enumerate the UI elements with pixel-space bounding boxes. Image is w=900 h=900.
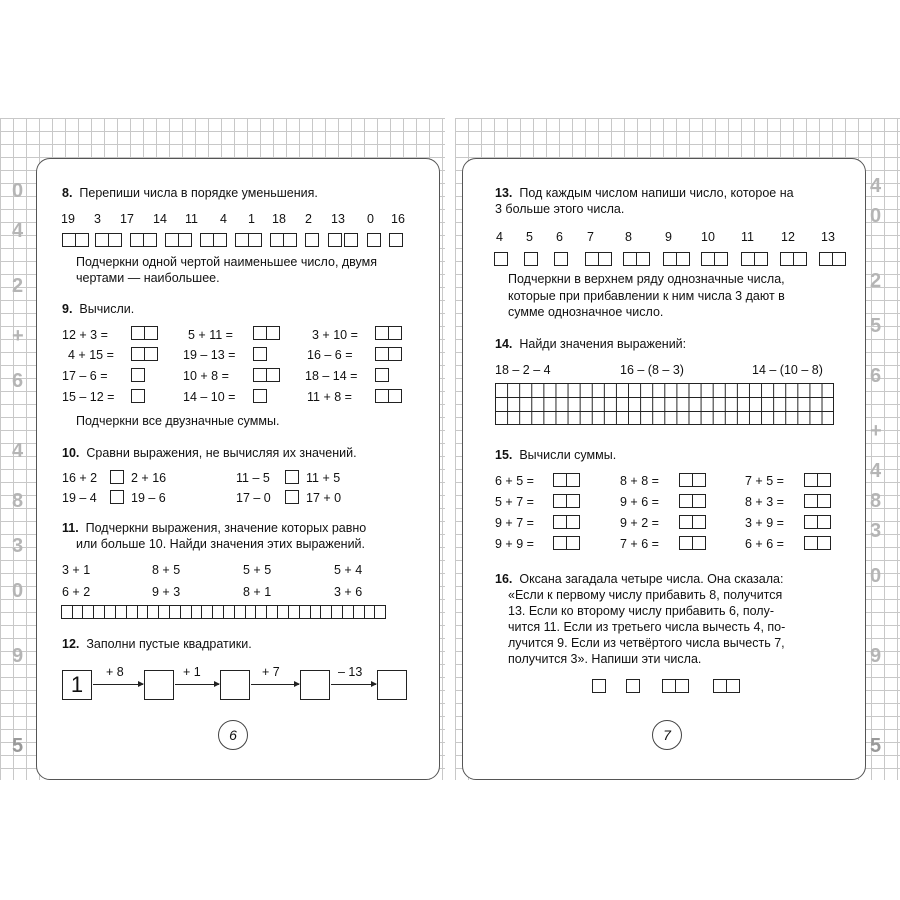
expression: 9 + 3 bbox=[152, 585, 181, 599]
answer-box[interactable] bbox=[805, 494, 831, 508]
task13-note: которые при прибавлении к ним числа 3 дают в bbox=[508, 289, 785, 303]
margin-digit: 4 bbox=[12, 220, 24, 242]
answer-box[interactable] bbox=[376, 368, 389, 382]
task13-note: Подчеркни в верхнем ряду однозначные числа, bbox=[508, 272, 785, 286]
answer-box[interactable] bbox=[805, 473, 831, 487]
margin-digit: + bbox=[870, 420, 882, 442]
task9-note: Подчеркни все двузначные суммы. bbox=[76, 414, 280, 428]
task-text: Оксана загадала четыре числа. Она сказала: bbox=[519, 572, 784, 586]
task8-note: Подчеркни одной чертой наименьшее число, двумя bbox=[76, 255, 378, 269]
answer-box[interactable] bbox=[805, 536, 831, 550]
chain-answer-box[interactable] bbox=[144, 670, 174, 700]
answer-box[interactable] bbox=[554, 536, 580, 550]
margin-digit: 5 bbox=[870, 315, 882, 337]
expression: 11 – 5 bbox=[236, 471, 270, 485]
answer-box[interactable] bbox=[345, 233, 358, 247]
expression: 9 + 9 = bbox=[495, 537, 534, 551]
expression: 8 + 1 bbox=[243, 585, 272, 599]
expression: 4 + 15 = bbox=[68, 348, 114, 362]
task-title: Найди значения выражений: bbox=[519, 337, 687, 351]
task14-answer-grid[interactable] bbox=[495, 383, 834, 425]
answer-box[interactable] bbox=[586, 252, 612, 266]
task14-heading bbox=[495, 337, 686, 352]
margin-digit: 5 bbox=[870, 735, 882, 757]
chain-start-box: 1 bbox=[62, 670, 92, 700]
compare-box[interactable] bbox=[110, 470, 124, 484]
chain-arrow bbox=[93, 684, 143, 685]
answer-box[interactable] bbox=[495, 252, 508, 266]
expression: 5 + 11 = bbox=[188, 328, 233, 342]
margin-digit: 4 bbox=[12, 440, 24, 462]
answer-box[interactable] bbox=[742, 252, 768, 266]
task-number: 15. bbox=[495, 448, 513, 462]
task-number: 8. bbox=[62, 186, 73, 200]
margin-digit: 2 bbox=[12, 275, 24, 297]
answer-box[interactable] bbox=[201, 233, 227, 247]
margin-digit: 0 bbox=[12, 580, 24, 602]
answer-box[interactable] bbox=[627, 679, 640, 693]
margin-digit: + bbox=[12, 325, 24, 347]
expression: 5 + 4 bbox=[334, 563, 363, 577]
chain-arrow bbox=[331, 684, 376, 685]
margin-digit: 4 bbox=[870, 460, 882, 482]
margin-digit: 6 bbox=[870, 365, 882, 387]
task9-heading bbox=[62, 302, 134, 317]
answer-box[interactable] bbox=[390, 233, 403, 247]
task-title: Вычисли суммы. bbox=[519, 448, 617, 462]
expression: 14 – (10 – 8) bbox=[752, 363, 823, 377]
margin-digit: 3 bbox=[12, 535, 24, 557]
answer-box[interactable] bbox=[132, 389, 145, 403]
margin-digit: 9 bbox=[12, 645, 24, 667]
answer-box[interactable] bbox=[680, 515, 706, 529]
number: 10 bbox=[701, 230, 715, 244]
task-title: Подчеркни выражения, значение которых равно bbox=[85, 521, 367, 535]
page-number: 6 bbox=[218, 720, 248, 750]
task16-heading bbox=[495, 572, 783, 587]
answer-box[interactable] bbox=[781, 252, 807, 266]
task-text: лучится 9. Если из четвёртого числа вычесть 7, bbox=[508, 636, 785, 650]
expression: 9 + 6 = bbox=[620, 495, 659, 509]
expression: 19 – 13 = bbox=[183, 348, 236, 362]
answer-box[interactable] bbox=[254, 389, 267, 403]
expression: 2 + 16 bbox=[131, 471, 167, 485]
task-title: Вычисли. bbox=[79, 302, 135, 316]
task-text: 13. Если ко второму числу прибавить 6, полу- bbox=[508, 604, 775, 618]
number: 19 bbox=[61, 212, 75, 226]
task11-answer-strip[interactable] bbox=[62, 605, 386, 619]
number: 0 bbox=[367, 212, 374, 226]
answer-box[interactable] bbox=[680, 473, 706, 487]
answer-box[interactable] bbox=[805, 515, 831, 529]
task8-note: чертами — наибольшее. bbox=[76, 271, 220, 285]
number: 13 bbox=[331, 212, 345, 226]
number: 14 bbox=[153, 212, 167, 226]
expression: 16 + 2 bbox=[62, 471, 98, 485]
expression: 3 + 6 bbox=[334, 585, 363, 599]
task-number: 13. bbox=[495, 186, 513, 200]
task-text: получится 3». Напиши эти числа. bbox=[508, 652, 702, 666]
margin-digit: 0 bbox=[12, 180, 24, 202]
number: 9 bbox=[665, 230, 672, 244]
expression: 12 + 3 = bbox=[62, 328, 108, 342]
spine-gap bbox=[445, 110, 455, 790]
answer-box[interactable] bbox=[368, 233, 381, 247]
answer-box[interactable] bbox=[554, 494, 580, 508]
margin-digit: 0 bbox=[870, 205, 882, 227]
number: 6 bbox=[556, 230, 563, 244]
answer-box[interactable] bbox=[714, 679, 740, 693]
task11-heading bbox=[62, 521, 366, 536]
expression: 9 + 7 = bbox=[495, 516, 534, 530]
task-title: Заполни пустые квадратики. bbox=[86, 637, 252, 651]
expression: 8 + 3 = bbox=[745, 495, 784, 509]
chain-operation: + 1 bbox=[183, 665, 201, 679]
compare-box[interactable] bbox=[110, 490, 124, 504]
margin-digit: 4 bbox=[870, 175, 882, 197]
task13-note: сумме однозначное число. bbox=[508, 305, 664, 319]
compare-box[interactable] bbox=[285, 490, 299, 504]
answer-box[interactable] bbox=[254, 368, 280, 382]
answer-box[interactable] bbox=[593, 679, 606, 693]
task-number: 12. bbox=[62, 637, 80, 651]
answer-box[interactable] bbox=[554, 473, 580, 487]
task-number: 11. bbox=[62, 521, 79, 535]
number: 11 bbox=[185, 212, 198, 226]
expression: 17 – 0 bbox=[236, 491, 271, 505]
task10-heading bbox=[62, 446, 357, 461]
chain-answer-box[interactable] bbox=[220, 670, 250, 700]
number: 7 bbox=[587, 230, 594, 244]
answer-box[interactable] bbox=[63, 233, 89, 247]
margin-digit: 0 bbox=[870, 565, 882, 587]
answer-box[interactable] bbox=[236, 233, 262, 247]
expression: 8 + 5 bbox=[152, 563, 181, 577]
task-title: Под каждым числом напиши число, которое на bbox=[519, 186, 794, 200]
answer-box[interactable] bbox=[306, 233, 319, 247]
expression: 15 – 12 = bbox=[62, 390, 115, 404]
number: 4 bbox=[220, 212, 227, 226]
answer-box[interactable] bbox=[132, 368, 145, 382]
number: 8 bbox=[625, 230, 632, 244]
answer-box[interactable] bbox=[254, 326, 280, 340]
answer-box[interactable] bbox=[555, 252, 568, 266]
expression: 5 + 5 bbox=[243, 563, 272, 577]
chain-answer-box[interactable] bbox=[377, 670, 407, 700]
answer-box[interactable] bbox=[131, 233, 157, 247]
chain-answer-box[interactable] bbox=[300, 670, 330, 700]
chain-operation: + 7 bbox=[262, 665, 280, 679]
expression: 8 + 8 = bbox=[620, 474, 659, 488]
task-number: 10. bbox=[62, 446, 80, 460]
number: 1 bbox=[248, 212, 255, 226]
expression: 11 + 5 bbox=[306, 471, 341, 485]
answer-box[interactable] bbox=[376, 326, 402, 340]
number: 5 bbox=[526, 230, 533, 244]
margin-digit: 8 bbox=[870, 490, 882, 512]
expression: 6 + 6 = bbox=[745, 537, 784, 551]
task8-heading bbox=[62, 186, 318, 201]
margin-digit: 8 bbox=[12, 490, 24, 512]
expression: 9 + 2 = bbox=[620, 516, 659, 530]
expression: 3 + 10 = bbox=[312, 328, 358, 342]
task12-heading bbox=[62, 637, 252, 652]
answer-box[interactable] bbox=[525, 252, 538, 266]
answer-box[interactable] bbox=[376, 389, 402, 403]
task-number: 14. bbox=[495, 337, 513, 351]
number: 18 bbox=[272, 212, 286, 226]
chain-arrow bbox=[251, 684, 299, 685]
answer-box[interactable] bbox=[702, 252, 728, 266]
margin-digit: 5 bbox=[12, 735, 24, 757]
task-number: 16. bbox=[495, 572, 513, 586]
task-number: 9. bbox=[62, 302, 73, 316]
number: 16 bbox=[391, 212, 405, 226]
task-title: или больше 10. Найди значения этих выражений. bbox=[76, 537, 366, 551]
expression: 3 + 9 = bbox=[745, 516, 784, 530]
answer-box[interactable] bbox=[680, 494, 706, 508]
chain-arrow bbox=[175, 684, 219, 685]
expression: 17 + 0 bbox=[306, 491, 342, 505]
answer-box[interactable] bbox=[132, 347, 158, 361]
expression: 16 – 6 = bbox=[307, 348, 353, 362]
answer-box[interactable] bbox=[254, 347, 267, 361]
expression: 6 + 5 = bbox=[495, 474, 534, 488]
answer-box[interactable] bbox=[664, 252, 690, 266]
number: 4 bbox=[496, 230, 503, 244]
expression: 7 + 6 = bbox=[620, 537, 659, 551]
number: 17 bbox=[120, 212, 134, 226]
expression: 6 + 2 bbox=[62, 585, 91, 599]
page-number: 7 bbox=[652, 720, 682, 750]
answer-box[interactable] bbox=[376, 347, 402, 361]
answer-box[interactable] bbox=[166, 233, 192, 247]
task13-heading bbox=[495, 186, 794, 201]
margin-digit: 6 bbox=[12, 370, 24, 392]
chain-operation: + 8 bbox=[106, 665, 124, 679]
expression: 3 + 1 bbox=[62, 563, 91, 577]
margin-digit: 2 bbox=[870, 270, 882, 292]
task-title: 3 больше этого числа. bbox=[495, 202, 625, 216]
answer-box[interactable] bbox=[271, 233, 297, 247]
answer-box[interactable] bbox=[96, 233, 122, 247]
expression: 5 + 7 = bbox=[495, 495, 534, 509]
expression: 18 – 14 = bbox=[305, 369, 358, 383]
answer-box[interactable] bbox=[624, 252, 650, 266]
expression: 7 + 5 = bbox=[745, 474, 784, 488]
margin-digit: 9 bbox=[870, 645, 882, 667]
expression: 17 – 6 = bbox=[62, 369, 108, 383]
task-text: чится 11. Если из третьего числа вычесть 4, по- bbox=[508, 620, 786, 634]
answer-box[interactable] bbox=[329, 233, 342, 247]
expression: 16 – (8 – 3) bbox=[620, 363, 684, 377]
answer-box[interactable] bbox=[820, 252, 846, 266]
expression: 19 – 6 bbox=[131, 491, 166, 505]
answer-box[interactable] bbox=[554, 515, 580, 529]
expression: 10 + 8 = bbox=[183, 369, 229, 383]
answer-box[interactable] bbox=[663, 679, 689, 693]
number: 11 bbox=[741, 230, 754, 244]
compare-box[interactable] bbox=[285, 470, 299, 484]
task-text: «Если к первому числу прибавить 8, получится bbox=[508, 588, 783, 602]
number: 3 bbox=[94, 212, 101, 226]
expression: 19 – 4 bbox=[62, 491, 97, 505]
expression: 14 – 10 = bbox=[183, 390, 236, 404]
number: 13 bbox=[821, 230, 835, 244]
expression: 11 + 8 = bbox=[307, 390, 352, 404]
answer-box[interactable] bbox=[132, 326, 158, 340]
expression: 18 – 2 – 4 bbox=[495, 363, 551, 377]
task-title: Перепиши числа в порядке уменьшения. bbox=[79, 186, 318, 200]
task15-heading bbox=[495, 448, 616, 463]
task-title: Сравни выражения, не вычисляя их значений. bbox=[86, 446, 357, 460]
margin-digit: 3 bbox=[870, 520, 882, 542]
chain-operation: – 13 bbox=[338, 665, 363, 679]
number: 2 bbox=[305, 212, 312, 226]
answer-box[interactable] bbox=[680, 536, 706, 550]
number: 12 bbox=[781, 230, 795, 244]
